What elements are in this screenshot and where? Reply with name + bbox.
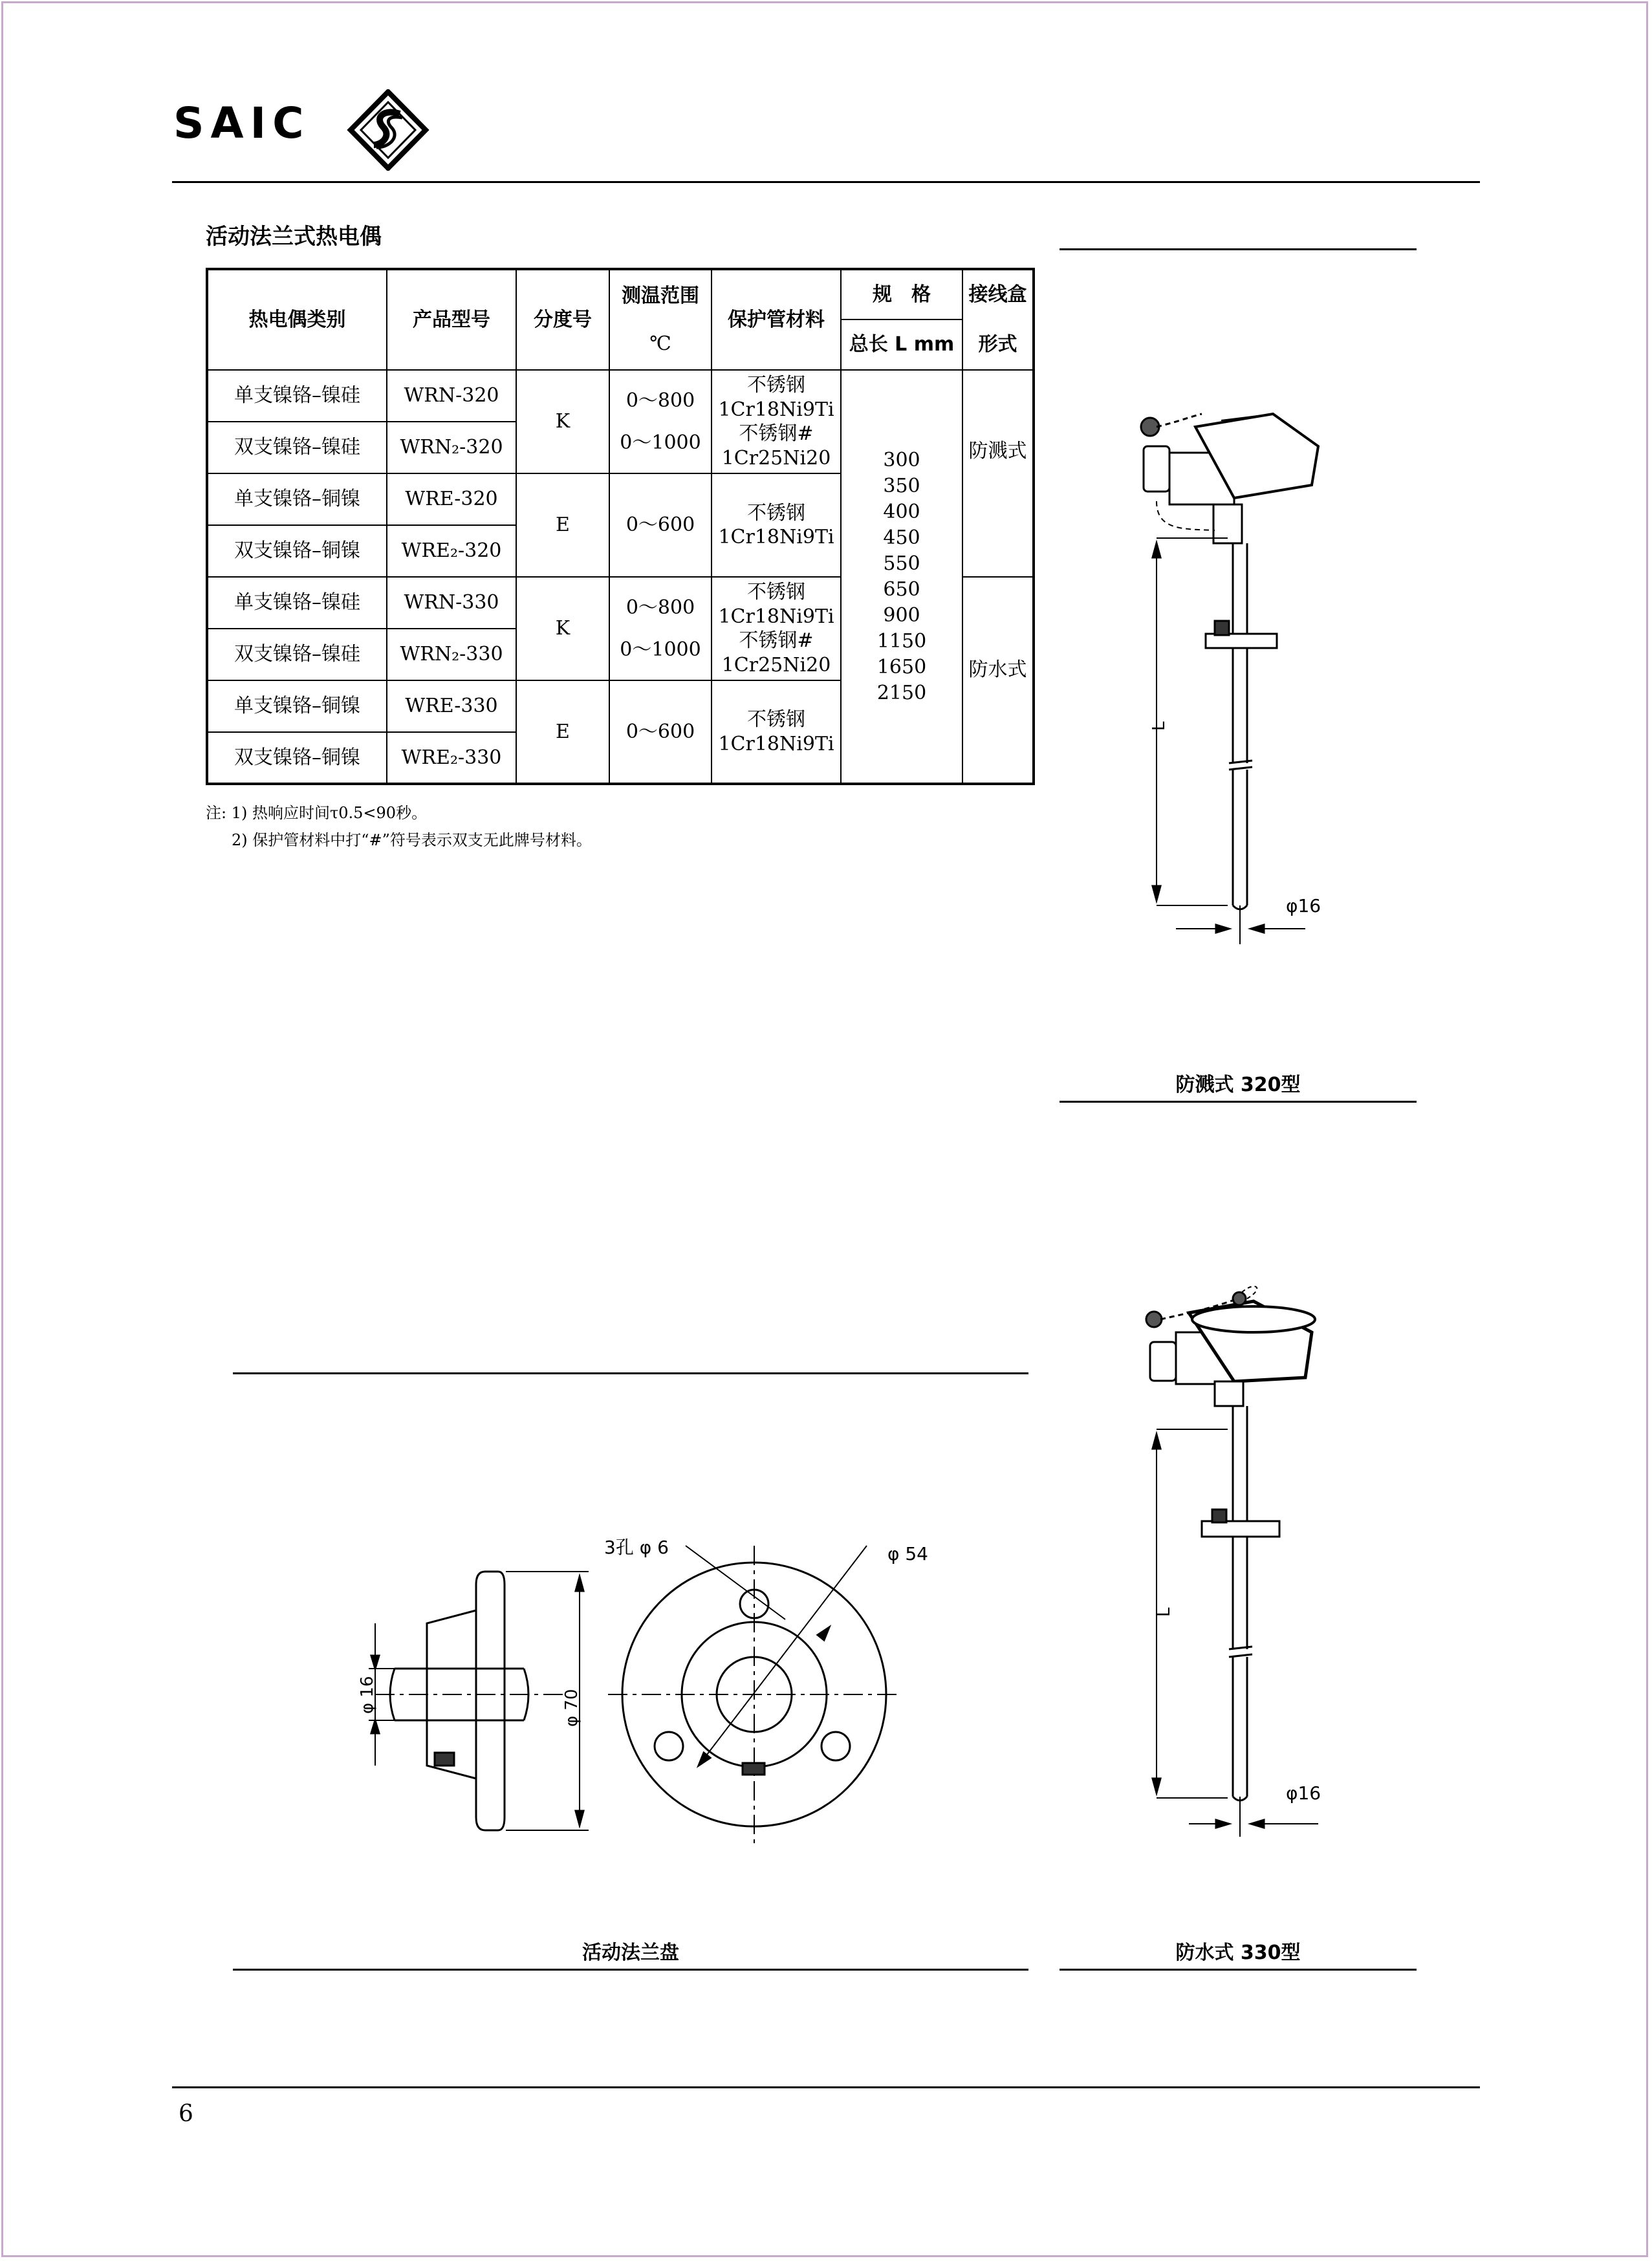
fig3-holes-label: 3孔 φ 6 bbox=[604, 1537, 669, 1558]
length-value: 400 bbox=[883, 500, 920, 523]
cell-model: WRN-320 bbox=[387, 370, 516, 422]
fig3-top-rule bbox=[233, 1372, 1028, 1374]
cell-type: 双支镍铬–镍硅 bbox=[207, 422, 387, 473]
cell-box-type: 防溅式 bbox=[962, 370, 1034, 577]
page-number: 6 bbox=[179, 2101, 193, 2127]
material-name: 不锈钢# bbox=[739, 629, 814, 652]
cell-type: 双支镍铬–镍硅 bbox=[207, 629, 387, 680]
range-value: 0～1000 bbox=[620, 431, 701, 454]
material-name: 不锈钢 bbox=[747, 708, 805, 731]
th-model: 产品型号 bbox=[387, 269, 516, 370]
th-spec-length: 总长 L mm bbox=[841, 319, 962, 370]
cell-range bbox=[609, 577, 712, 680]
saic-diamond-s-icon bbox=[347, 89, 429, 171]
length-value: 350 bbox=[883, 474, 920, 497]
cell-material bbox=[712, 370, 841, 473]
fig1-top-rule bbox=[1060, 248, 1417, 250]
note-1: 注: 1) 热响应时间τ0.5<90秒。 bbox=[206, 804, 428, 822]
th-type: 热电偶类别 bbox=[207, 269, 387, 370]
fig2-bottom-rule bbox=[1060, 1969, 1417, 1971]
material-name: 不锈钢 bbox=[747, 501, 805, 525]
length-value: 900 bbox=[883, 603, 920, 627]
cell-graduation: K bbox=[516, 577, 609, 680]
fig3-d70-label: φ 70 bbox=[562, 1689, 581, 1727]
length-value: 1650 bbox=[876, 655, 927, 678]
material-grade: 1Cr18Ni9Ti bbox=[718, 605, 834, 628]
range-value: 0～1000 bbox=[620, 638, 701, 661]
cell-model: WRE₂-320 bbox=[387, 525, 516, 577]
th-range-title: 测温范围 bbox=[622, 285, 699, 307]
fig3-caption: 活动法兰盘 bbox=[582, 1942, 679, 1964]
material-name: 不锈钢# bbox=[739, 422, 814, 445]
fig3-flange-drawing bbox=[349, 1520, 970, 1843]
th-spec: 规 格 bbox=[841, 269, 962, 319]
cell-type: 双支镍铬–铜镍 bbox=[207, 732, 387, 784]
cell-graduation: K bbox=[516, 370, 609, 473]
fig1-bottom-rule bbox=[1060, 1101, 1417, 1103]
cell-graduation: E bbox=[516, 680, 609, 784]
cell-model: WRN₂-320 bbox=[387, 422, 516, 473]
fig3-bottom-rule bbox=[233, 1969, 1028, 1971]
section-title: 活动法兰式热电偶 bbox=[206, 224, 382, 250]
fig1-thermocouple-drawing bbox=[1060, 388, 1417, 957]
fig3-d16-label: φ 16 bbox=[358, 1676, 377, 1714]
fig1-length-label: L bbox=[1149, 721, 1169, 731]
note-2: 2) 保护管材料中打“#”符号表示双支无此牌号材料。 bbox=[232, 831, 592, 849]
cell-material bbox=[712, 577, 841, 680]
footer-rule bbox=[172, 2086, 1480, 2088]
cell-type: 双支镍铬–铜镍 bbox=[207, 525, 387, 577]
th-material: 保护管材料 bbox=[712, 269, 841, 370]
cell-material bbox=[712, 680, 841, 784]
th-box-form: 形式 bbox=[962, 319, 1034, 370]
length-value: 300 bbox=[883, 448, 920, 471]
th-box: 接线盒 bbox=[962, 269, 1034, 319]
cell-model: WRN-330 bbox=[387, 577, 516, 629]
th-graduation: 分度号 bbox=[516, 269, 609, 370]
cell-box-type: 防水式 bbox=[962, 577, 1034, 784]
length-value: 1150 bbox=[876, 629, 927, 653]
th-range bbox=[609, 269, 712, 370]
length-value: 650 bbox=[883, 578, 920, 601]
length-value: 2150 bbox=[876, 681, 927, 704]
material-grade: 1Cr25Ni20 bbox=[721, 446, 831, 470]
cell-model: WRE₂-330 bbox=[387, 732, 516, 784]
cell-range bbox=[609, 370, 712, 473]
header-rule bbox=[172, 181, 1480, 183]
material-grade: 1Cr18Ni9Ti bbox=[718, 732, 834, 755]
fig3-d54-label: φ 54 bbox=[887, 1543, 928, 1564]
cell-model: WRE-320 bbox=[387, 473, 516, 525]
fig2-caption: 防水式 330型 bbox=[1175, 1942, 1301, 1964]
material-name: 不锈钢 bbox=[747, 374, 805, 396]
fig1-caption: 防溅式 320型 bbox=[1175, 1074, 1301, 1096]
cell-model: WRE-330 bbox=[387, 680, 516, 732]
spec-table bbox=[206, 268, 1035, 785]
cell-range: 0～600 bbox=[609, 473, 712, 577]
cell-lengths bbox=[841, 370, 962, 784]
cell-range: 0～600 bbox=[609, 680, 712, 784]
fig2-thermocouple-drawing bbox=[1060, 1268, 1417, 1850]
fig2-length-label: L bbox=[1155, 1607, 1174, 1617]
material-grade: 1Cr18Ni9Ti bbox=[718, 526, 834, 548]
length-value: 450 bbox=[883, 526, 920, 549]
logo-text: SAIC bbox=[173, 98, 310, 148]
length-value: 550 bbox=[883, 552, 920, 575]
th-range-unit: ℃ bbox=[649, 332, 671, 355]
material-grade: 1Cr18Ni9Ti bbox=[718, 398, 834, 421]
material-grade: 1Cr25Ni20 bbox=[721, 653, 831, 676]
fig1-diameter-label: φ16 bbox=[1286, 895, 1321, 916]
range-value: 0～800 bbox=[625, 389, 695, 412]
cell-graduation: E bbox=[516, 473, 609, 577]
cell-type: 单支镍铬–镍硅 bbox=[207, 370, 387, 422]
range-value: 0～800 bbox=[625, 596, 695, 619]
cell-type: 单支镍铬–铜镍 bbox=[207, 473, 387, 525]
cell-type: 单支镍铬–铜镍 bbox=[207, 680, 387, 732]
cell-material bbox=[712, 473, 841, 577]
fig2-diameter-label: φ16 bbox=[1286, 1782, 1321, 1804]
cell-model: WRN₂-330 bbox=[387, 629, 516, 680]
material-name: 不锈钢 bbox=[747, 581, 805, 603]
cell-type: 单支镍铬–镍硅 bbox=[207, 577, 387, 629]
notes bbox=[206, 799, 592, 854]
